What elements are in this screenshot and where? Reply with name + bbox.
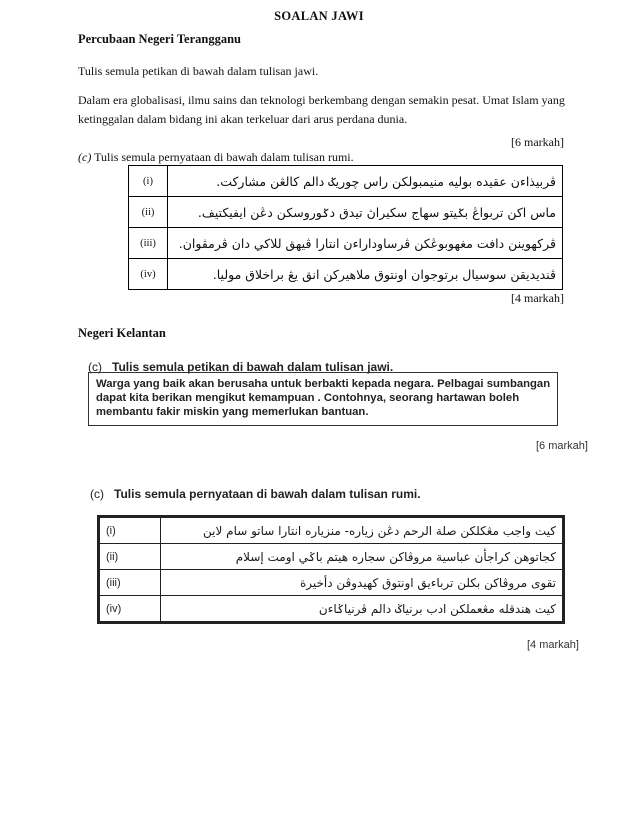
jawi-sentence: كيت هندقله مڠعملكن ادب برنياݢ دالم ڤرنياݢاءن <box>161 596 564 623</box>
scan-passage: Warga yang baik akan berusaha untuk berbakti kepada negara. Pelbagai sumbangan dapat kita berikan mengikut kemampuan . Contohnya, seorang hartawan boleh membantu fakir miskin yang memerlukan bantuan. <box>96 378 551 418</box>
scan-jawi-table <box>97 515 565 624</box>
jawi-table <box>128 165 563 290</box>
page-title: SOALAN JAWI <box>274 9 364 23</box>
table-row <box>99 596 564 623</box>
table-row <box>99 517 564 544</box>
question-c-text: Tulis semula pernyataan di bawah dalam tulisan rumi. <box>94 150 354 164</box>
scan-passage-box <box>88 372 558 426</box>
row-number: (iii) <box>129 228 168 259</box>
table-row <box>129 259 563 290</box>
jawi-sentence: كجاتوهن كراجأن عباسية مروڤاكن سجاره هيتم باݢي اومت إسلام <box>161 544 564 570</box>
jawi-sentence: ماس اكن تربواڠ بݢيتو سهاج سكيراڽ تيدق دݢوروسكن دڠن ايفيكتيف. <box>168 197 563 228</box>
jawi-sentence: ڤركهوينن دافت مغهوبوڠكن ڤرساوداراءن انتارا ڤيهق للاكي دان ڤرمڤوان. <box>168 228 563 259</box>
marks-label: [6 markah] <box>511 135 564 149</box>
table-row <box>129 228 563 259</box>
instruction-jawi: Tulis semula petikan di bawah dalam tulisan jawi. <box>78 64 319 78</box>
row-number: (i) <box>99 517 161 544</box>
row-number: (ii) <box>129 197 168 228</box>
table-row <box>99 544 564 570</box>
row-number: (iv) <box>99 596 161 623</box>
question-c-label: (c) <box>78 150 92 164</box>
scan-question-label: (c) <box>88 360 102 374</box>
section-heading-kelantan: Negeri Kelantan <box>78 326 166 340</box>
passage-rumi: Dalam era globalisasi, ilmu sains dan teknologi berkembang dengan semakin pesat. Umat Islam yang ketinggalan dalam bidang ini akan terkeluar dari arus perdana dunia. <box>78 93 565 126</box>
jawi-sentence: كيت واجب مڠكلكن صلة الرحم دڠن زياره- منزياره انتارا ساتو سام لاين <box>161 517 564 544</box>
scan-question-label: (c) <box>90 487 104 501</box>
marks-label: [4 markah] <box>527 639 579 651</box>
row-number: (i) <box>129 166 168 197</box>
table-row <box>129 197 563 228</box>
scan-question-c2 <box>90 487 421 501</box>
jawi-sentence: تقوى مروڤاكن بكلن ترباءيق اونتوق كهيدوڤن دأخيرة <box>161 570 564 596</box>
scan-question-text: Tulis semula pernyataan di bawah dalam tulisan rumi. <box>114 487 421 501</box>
marks-label: [6 markah] <box>536 440 588 452</box>
section-heading-terengganu: Percubaan Negeri Terangganu <box>78 32 241 46</box>
row-number: (iv) <box>129 259 168 290</box>
jawi-sentence: ڤنديديقن سوسيال برتوجوان اونتوق ملاهيركن انق يڠ براخلاق موليا. <box>168 259 563 290</box>
marks-label: [4 markah] <box>511 291 564 305</box>
row-number: (ii) <box>99 544 161 570</box>
scan-question-text: Tulis semula petikan di bawah dalam tulisan jawi. <box>112 360 394 374</box>
question-c <box>78 150 354 165</box>
table-row <box>129 166 563 197</box>
jawi-sentence: ڤربيذاءن عقيده بوليه منيمبولكن راس چوريݢ دالم كالڠن مشاركت. <box>168 166 563 197</box>
row-number: (iii) <box>99 570 161 596</box>
table-row <box>99 570 564 596</box>
